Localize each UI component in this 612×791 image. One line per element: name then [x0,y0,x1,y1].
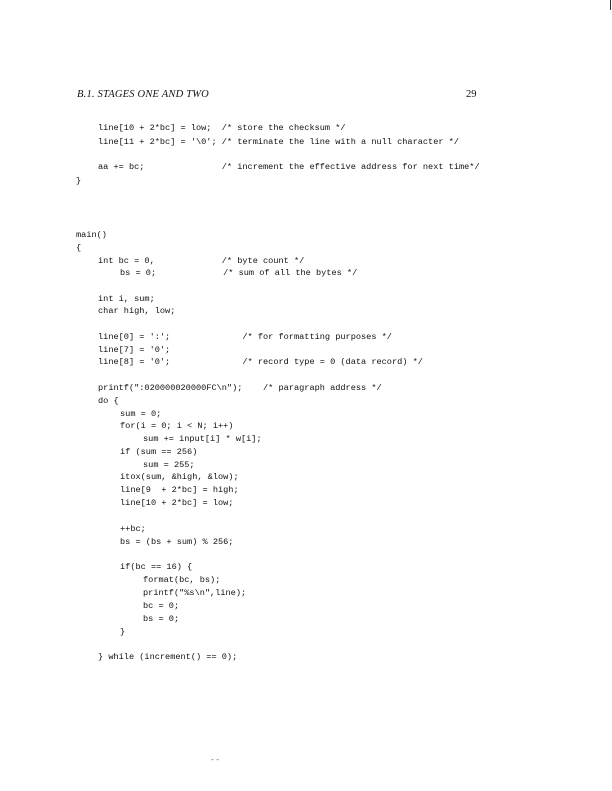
code-line: sum = 255; [143,460,195,470]
section-header: B.1. STAGES ONE AND TWO [77,89,209,100]
code-line: do { [98,396,119,406]
code-line: bs = (bs + sum) % 256; [120,537,234,547]
code-line: int bc = 0, /* byte count */ [98,256,305,266]
code-line: sum += input[i] * w[i]; [143,434,262,444]
code-line: { [76,243,82,253]
code-line: line[0] = ':'; /* for formatting purposes */ [98,332,392,342]
code-line: char high, low; [98,306,176,316]
code-line: printf(":020000020000FC\n"); /* paragraph address */ [98,383,382,393]
code-line: bs = 0; [143,614,180,624]
code-line: itox(sum, &high, &low); [120,472,239,482]
code-line: main() [76,230,107,240]
code-line: bs = 0; /* sum of all the bytes */ [120,268,358,278]
code-line: line[8] = '0'; /* record type = 0 (data record) */ [98,357,423,367]
code-line: } [76,176,82,186]
code-line: format(bc, bs); [143,575,221,585]
code-line: int i, sum; [98,294,155,304]
code-line: aa += bc; /* increment the effective address for next time*/ [98,162,480,172]
code-line: line[7] = '0'; [98,345,171,355]
code-line: line[9 + 2*bc] = high; [120,485,239,495]
code-line: printf("%s\n",line); [143,588,247,598]
code-line: if (sum == 256) [120,447,198,457]
code-line: line[11 + 2*bc] = '\0'; /* terminate the line with a null character */ [98,137,459,147]
code-line: for(i = 0; i < N; i++) [120,421,234,431]
edge-mark [610,0,611,10]
page-number: 29 [466,89,477,100]
footer-marks: - - [211,755,219,764]
code-line: } while (increment() == 0); [98,652,238,662]
code-line: sum = 0; [120,409,162,419]
code-line: line[10 + 2*bc] = low; [120,498,234,508]
code-line: } [120,627,126,637]
code-line: bc = 0; [143,601,180,611]
code-line: ++bc; [120,524,146,534]
code-line: if(bc == 16) { [120,562,193,572]
code-line: line[10 + 2*bc] = low; /* store the checksum */ [98,123,346,133]
